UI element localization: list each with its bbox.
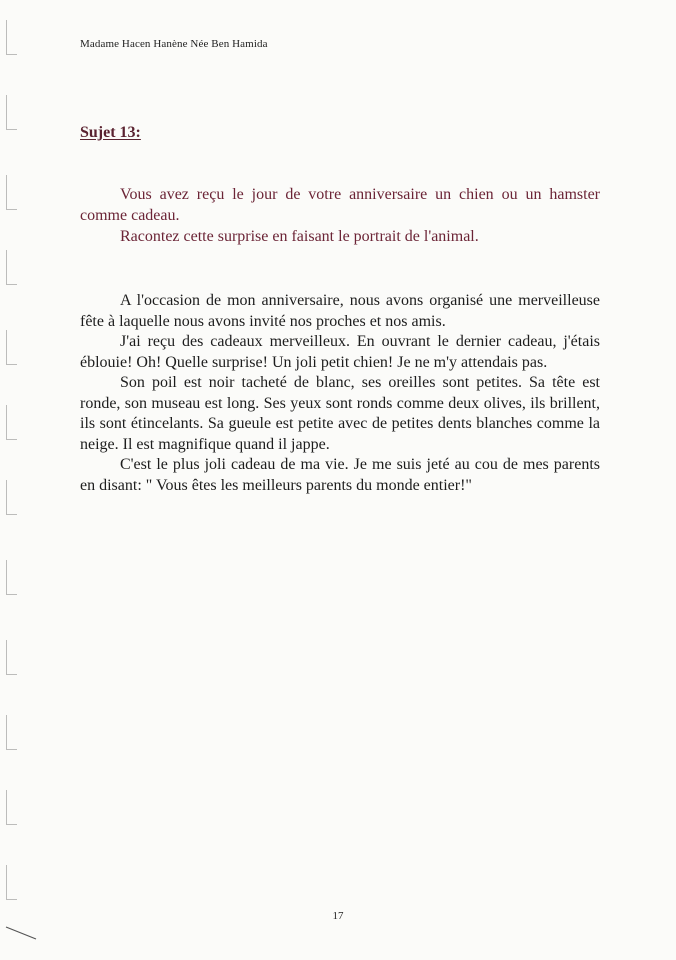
essay-paragraph: A l'occasion de mon anniversaire, nous avons organisé une merveilleuse fête à laquelle nous avons invité nos proches et nos amis. [80,292,600,330]
binder-edge-marks [0,0,22,960]
page-number: 17 [332,910,344,922]
essay-paragraph: Son poil est noir tacheté de blanc, ses oreilles sont petites. Sa tête est ronde, son museau est long. Ses yeux sont ronds comme deux olives, ils brillent, ils sont étincelants. Sa gueule est petite avec de petites dents blanches comme la neige. Il est magnifique quand il jappe. [80,374,600,453]
essay-body [80,291,600,496]
subject-prompt [80,184,600,247]
essay-paragraph: J'ai reçu des cadeaux merveilleux. En ouvrant le dernier cadeau, j'étais éblouie! Oh! Quelle surprise! Un joli petit chien! Je ne m'y attendais pas. [80,333,600,371]
prompt-line: Vous avez reçu le jour de votre anniversaire un chien ou un hamster comme cadeau. [80,186,600,224]
subject-title: Sujet 13: [80,124,141,141]
prompt-line: Racontez cette surprise en faisant le portrait de l'animal. [120,228,479,245]
page-header-author: Madame Hacen Hanène Née Ben Hamida [80,38,268,50]
scan-corner-mark [4,925,38,941]
essay-paragraph: C'est le plus joli cadeau de ma vie. Je me suis jeté au cou de mes parents en disant: " Vous êtes les meilleurs parents du monde entier!" [80,456,600,494]
